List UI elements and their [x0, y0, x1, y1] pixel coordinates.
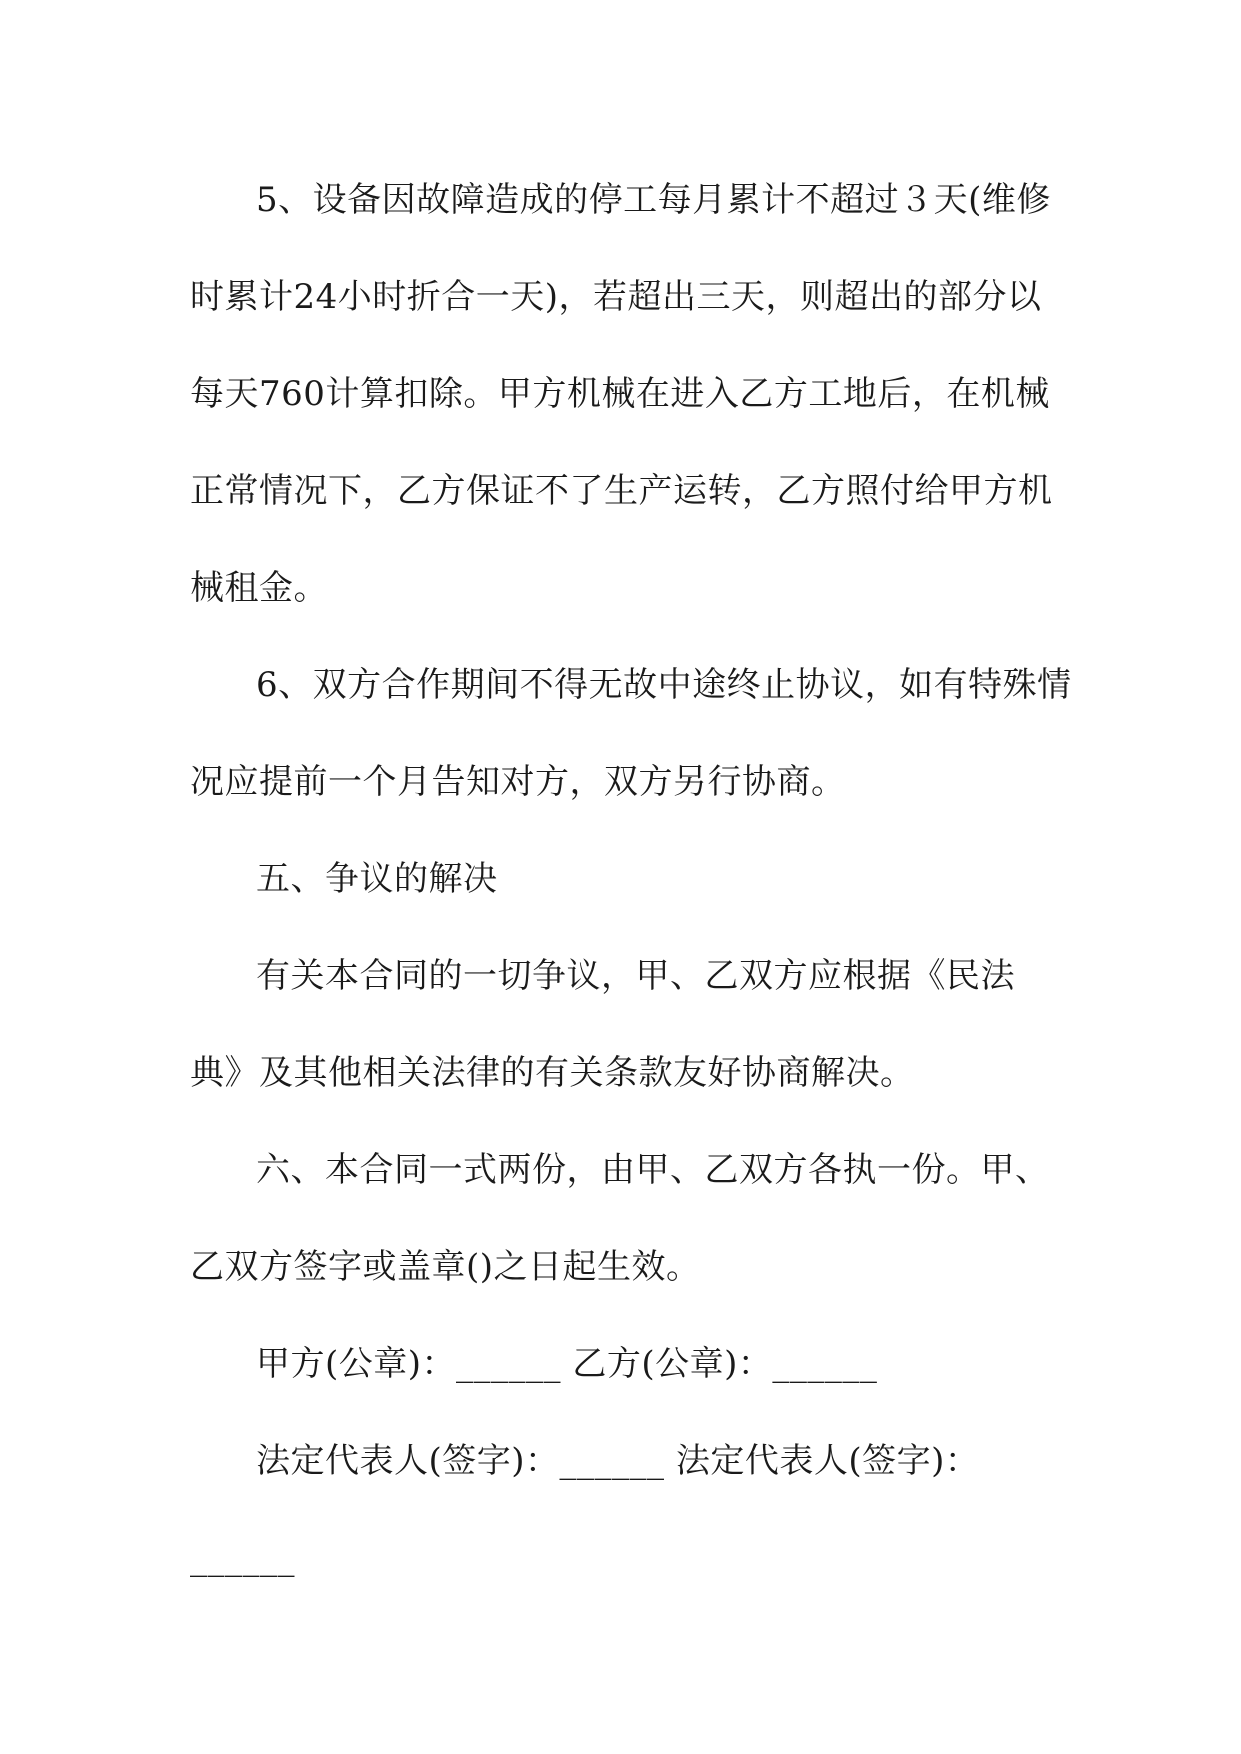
clause-5-line-5: 械租金。 [190, 568, 328, 608]
section-six-line-1: 六、本合同一式两份，由甲、乙双方各执一份。甲、 [256, 1150, 1050, 1190]
section-heading-dispute: 五、争议的解决 [256, 859, 498, 899]
dispute-line-1: 有关本合同的一切争议，甲、乙双方应根据《民法 [256, 956, 1015, 996]
signature-blank: ______ [190, 1538, 295, 1578]
seal-line: 甲方(公章)：______ 乙方(公章)：______ [256, 1344, 878, 1384]
clause-6-line-2: 况应提前一个月告知对方，双方另行协商。 [190, 762, 846, 802]
clause-6-line-1: 6、双方合作期间不得无故中途终止协议，如有特殊情 [256, 665, 1072, 705]
dispute-line-2: 典》及其他相关法律的有关条款友好协商解决。 [190, 1053, 915, 1093]
clause-5-line-2: 时累计24小时折合一天)，若超出三天，则超出的部分以 [190, 277, 1042, 317]
clause-5-line-4: 正常情况下，乙方保证不了生产运转，乙方照付给甲方机 [190, 471, 1053, 511]
section-six-line-2: 乙双方签字或盖章()之日起生效。 [190, 1247, 701, 1287]
clause-5-line-3: 每天760计算扣除。甲方机械在进入乙方工地后，在机械 [190, 374, 1050, 414]
representative-signature-line: 法定代表人(签字)：______ 法定代表人(签字)： [256, 1441, 980, 1481]
clause-5-line-1: 5、设备因故障造成的停工每月累计不超过３天(维修 [256, 180, 1051, 220]
